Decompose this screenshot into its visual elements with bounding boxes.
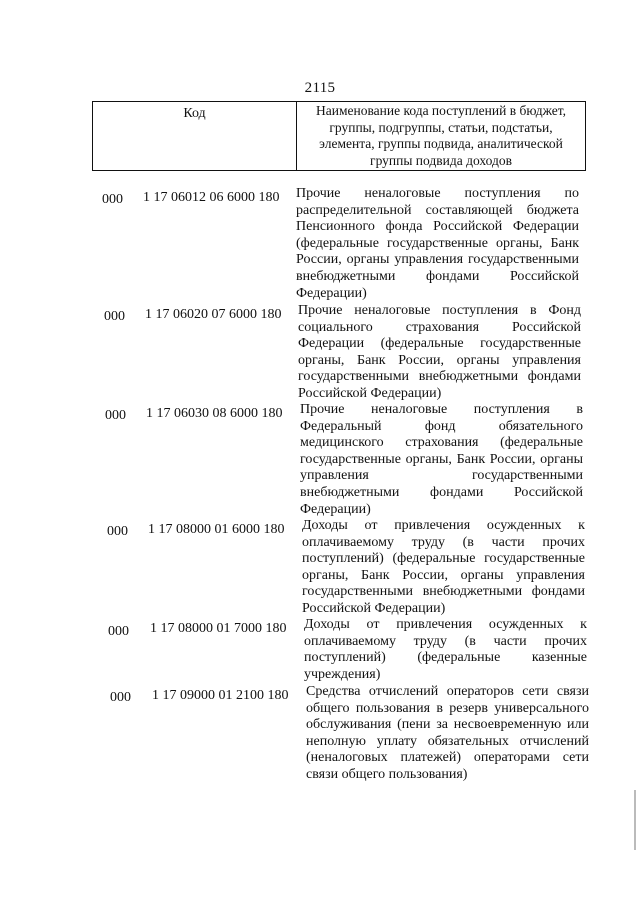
header-code-cell: Код [93, 102, 297, 170]
income-name: Средства отчислений операторов сети связи общего пользования в резерв универсального обслуживания (пени за несвоевременную или неполную уплату обязательных отчислений (неналоговых платежей) операторами сети связи общего пользования) [306, 684, 589, 782]
income-code: 1 17 08000 01 7000 180 [150, 621, 287, 636]
admin-code: 000 [104, 309, 125, 324]
table-header [92, 101, 586, 171]
income-code: 1 17 08000 01 6000 180 [148, 522, 285, 537]
income-code: 1 17 06012 06 6000 180 [143, 190, 280, 205]
admin-code: 000 [110, 690, 131, 705]
header-name-cell: Наименование кода поступлений в бюджет, группы, подгруппы, статьи, подстатьи, элемента, группы подвида, аналитической группы подвида доходов [315, 103, 566, 168]
income-name: Прочие неналоговые поступления в Фонд социального страхования Российской Федерации (федеральные государственные органы, Банк России, органы управления государственными внебюджетными фондами Российской Федерации) [298, 303, 581, 401]
scan-edge-mark [634, 790, 636, 850]
admin-code: 000 [102, 192, 123, 207]
admin-code: 000 [107, 524, 128, 539]
income-code: 1 17 06020 07 6000 180 [145, 307, 282, 322]
admin-code: 000 [108, 624, 129, 639]
page-number: 2115 [304, 80, 336, 96]
income-code: 1 17 09000 01 2100 180 [152, 688, 289, 703]
income-name: Прочие неналоговые поступления по распределительной составляющей бюджета Пенсионного фонда Российской Федерации (федеральные государственные органы, Банк России, органы управления государственными внебюджетными фондами Российской Федерации) [296, 186, 579, 301]
income-name: Прочие неналоговые поступления в Федеральный фонд обязательного медицинского страхования (федеральные государственные органы, Банк России, органы управления государственными внебюджетными фондами Российской Федерации) [300, 402, 583, 517]
income-name: Доходы от привлечения осужденных к оплачиваемому труду (в части прочих поступлений) (федеральные государственные органы, Банк России, органы управления государственными внебюджетными фондами Российской Федерации) [302, 518, 585, 616]
admin-code: 000 [105, 408, 126, 423]
income-name: Доходы от привлечения осужденных к оплачиваемому труду (в части прочих поступлений) (федеральные казенные учреждения) [304, 617, 587, 682]
income-code: 1 17 06030 08 6000 180 [146, 406, 283, 421]
